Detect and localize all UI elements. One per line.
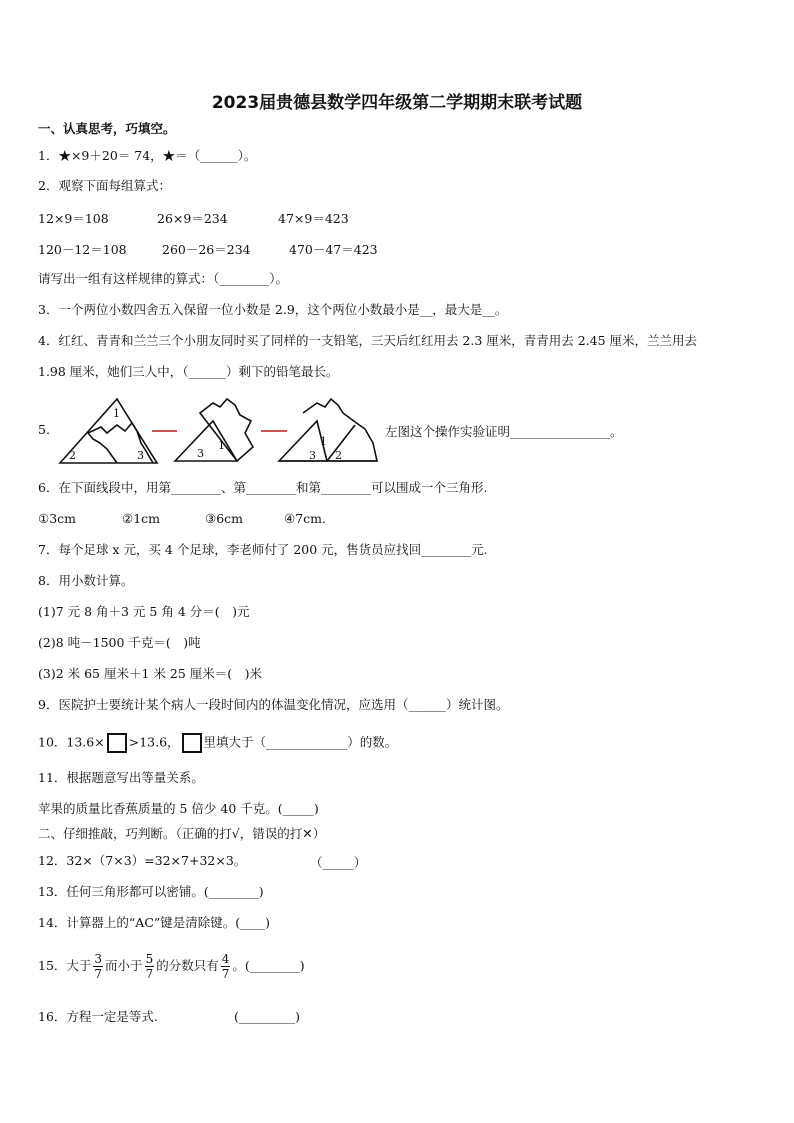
section-2-heading: 二、仔细推敲，巧判断。（正确的打√，错误的打✕） <box>38 826 326 841</box>
question-2-ask: 请写出一组有这样规律的算式：（________）。 <box>38 271 289 286</box>
angle-label-1-b: 1 <box>218 439 225 452</box>
fraction-4-7 <box>221 952 231 981</box>
question-8-intro: 8．用小数计算。 <box>38 573 134 588</box>
question-15-part-2: 而小于 <box>105 958 143 973</box>
question-14: 14．计算器上的“AC”键是清除键。(____) <box>38 915 271 930</box>
angle-label-2-c: 2 <box>335 449 342 462</box>
question-8-c: (3)2 米 65 厘米＋1 米 25 厘米＝( )米 <box>38 666 263 681</box>
angle-label-3-c: 3 <box>309 449 316 462</box>
question-5-text: 左图这个操作实验证明________________。 <box>385 424 623 439</box>
fraction-denominator: 7 <box>145 967 154 981</box>
option-3: ③6cm <box>205 511 244 526</box>
section-1-heading: 一、认真思考，巧填空。 <box>38 121 176 136</box>
angle-label-3: 3 <box>137 449 144 462</box>
page-title: 2023届贵德县数学四年级第二学期期末联考试题 <box>211 93 583 113</box>
option-2: ②1cm <box>122 511 161 526</box>
question-4-line-1: 4．红红、青青和兰兰三个小朋友同时买了同样的一支铅笔，三天后红红用去 2.3 厘米，青青用去 2.45 厘米，兰兰用去 <box>38 333 698 348</box>
question-13: 13．任何三角形都可以密铺。(________) <box>38 884 264 899</box>
question-15-part-3: 的分数只有 <box>156 958 219 973</box>
angle-label-2: 2 <box>69 449 76 462</box>
equation-2-3: 470－47＝423 <box>289 242 378 257</box>
equation-1-2: 26×9＝234 <box>157 211 228 226</box>
equation-2-2: 260－26＝234 <box>162 242 251 257</box>
equation-1-3: 47×9＝423 <box>278 211 349 226</box>
question-3: 3．一个两位小数四舍五入保留一位小数是 2.9，这个两位小数最小是__，最大是__。 <box>38 302 508 317</box>
equation-1-1: 12×9＝108 <box>38 211 109 226</box>
fraction-denominator: 7 <box>94 967 103 981</box>
fraction-numerator: 5 <box>145 952 154 966</box>
triangle-piece-left <box>175 421 237 461</box>
question-2-intro: 2．观察下面每组算式： <box>38 178 171 193</box>
answer-box-2 <box>182 733 202 753</box>
question-15 <box>38 948 305 984</box>
question-8-a: (1)7 元 8 角＋3 元 5 角 4 分＝( )元 <box>38 604 250 619</box>
question-6: 6．在下面线段中，用第________、第________和第________可以围成一个三角形. <box>38 480 488 495</box>
option-1: ①3cm <box>38 511 77 526</box>
question-10 <box>38 733 397 753</box>
question-10-part-3: 里填大于（_____________）的数。 <box>203 734 398 750</box>
question-15-part-1: 15．大于 <box>38 958 92 973</box>
question-10-part-2: >13.6， <box>128 734 180 750</box>
question-1: 1．★×9＋20＝ 74，★＝（______）。 <box>38 148 257 163</box>
angle-label-1: 1 <box>113 407 120 420</box>
triangle-experiment-figure <box>55 393 380 469</box>
angle-label-3-b: 3 <box>197 447 204 460</box>
question-12-blank: （_____） <box>310 855 367 870</box>
question-9: 9．医院护士要统计某个病人一段时间内的体温变化情况，应选用（______）统计图。 <box>38 697 509 712</box>
fraction-denominator: 7 <box>221 967 230 981</box>
tear-line-2 <box>88 433 117 463</box>
question-5-number: 5. <box>38 422 50 437</box>
fraction-3-7 <box>93 952 103 981</box>
fraction-numerator: 4 <box>221 952 230 966</box>
question-8-b: (2)8 吨－1500 千克＝( )吨 <box>38 635 201 650</box>
question-16: 16．方程一定是等式. <box>38 1009 158 1024</box>
question-11-intro: 11．根据题意写出等量关系。 <box>38 770 204 785</box>
option-4: ④7cm. <box>284 511 326 526</box>
question-11-text: 苹果的质量比香蕉质量的 5 倍少 40 千克。(_____) <box>38 801 319 816</box>
question-7: 7．每个足球 x 元，买 4 个足球，李老师付了 200 元，售货员应找回________元. <box>38 542 488 557</box>
torn-piece-right <box>200 399 253 461</box>
angle-label-1-c: 1 <box>320 435 327 448</box>
question-4-line-2: 1.98 厘米，她们三人中，（______）剩下的铅笔最长。 <box>38 364 339 379</box>
equation-2-1: 120－12＝108 <box>38 242 127 257</box>
question-16-blank: (_________) <box>234 1009 301 1024</box>
fraction-numerator: 3 <box>94 952 103 966</box>
question-12: 12．32×（7×3）=32×7+32×3。 <box>38 853 247 868</box>
question-10-part-1: 10．13.6× <box>38 734 105 750</box>
fraction-5-7 <box>145 952 155 981</box>
question-15-part-4: 。(________) <box>232 958 305 973</box>
answer-box-1 <box>107 733 127 753</box>
